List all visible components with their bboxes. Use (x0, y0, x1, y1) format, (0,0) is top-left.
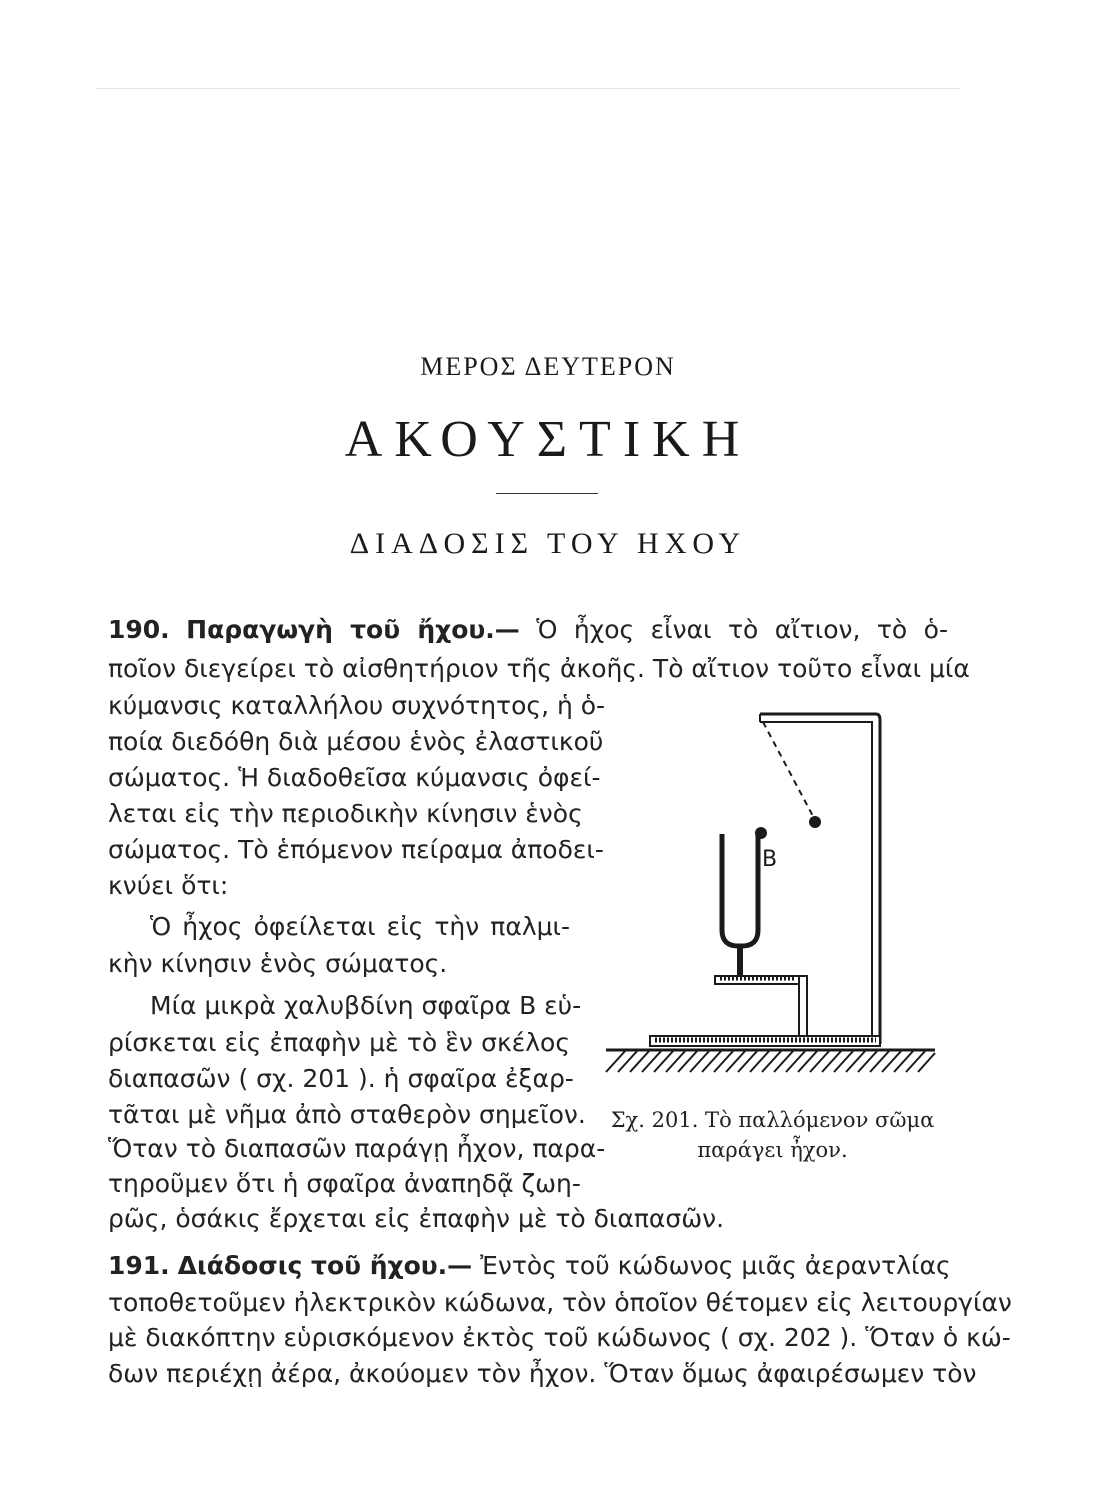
figure-caption: Σχ. 201. Τὸ παλλόμενον σῶμα (610, 1108, 935, 1132)
paragraph-line: σώματος. Ἡ διαδοθεῖσα κύμανσις ὀφεί- (108, 763, 601, 792)
paragraph-line: ρῶς, ὁσάκις ἔρχεται εἰς ἐπαφὴν μὲ τὸ διαπασῶν. (108, 1204, 725, 1233)
section-heading: Παραγωγὴ τοῦ ἤχου.— (186, 615, 520, 644)
part-heading: ΜΕΡΟΣ ΔΕΥΤΕΡΟΝ (420, 352, 676, 381)
paragraph-line: μὲ διακόπτην εὑρισκόμενον ἐκτὸς τοῦ κώδωνος ( σχ. 202 ). Ὅταν ὁ κώ- (108, 1323, 1011, 1352)
paragraph-line: ποία διεδόθη διὰ μέσου ἑνὸς ἐλαστικοῦ (108, 727, 604, 756)
section-190-first-line (108, 617, 948, 642)
tuning-fork-tines (722, 834, 758, 946)
paragraph-line: κύμανσις καταλλήλου συχνότητος, ἡ ὁ- (108, 691, 606, 720)
paragraph-line: τᾶται μὲ νῆμα ἀπὸ σταθερὸν σημεῖον. (108, 1100, 586, 1129)
paragraph-line: δων περιέχῃ ἀέρα, ἀκούομεν τὸν ἦχον. Ὅταν ὅμως ἀφαιρέσωμεν τὸν (108, 1359, 977, 1388)
section-191-first-line (108, 1251, 951, 1280)
page-title: ΑΚΟΥΣΤΙΚΗ (344, 411, 752, 468)
paragraph-line: τοποθετοῦμεν ἠλεκτρικὸν κώδωνα, τὸν ὁποῖον θέτομεν εἰς λειτουργίαν (108, 1288, 1012, 1317)
figure-caption-continued: παράγει ἦχον. (697, 1138, 848, 1162)
paragraph-line: Μία μικρὰ χαλυβδίνη σφαῖρα Β εὑ- (150, 991, 582, 1020)
paragraph-line: κνύει ὅτι: (108, 871, 229, 900)
support-frame (760, 714, 880, 1044)
section-number: 190. (108, 615, 170, 644)
paragraph-line: διαπασῶν ( σχ. 201 ). ἡ σφαῖρα ἐξαρ- (108, 1064, 574, 1093)
steel-ball-contact (755, 827, 767, 839)
paragraph-text: Ἐντὸς τοῦ κώδωνος μιᾶς ἀεραντλίας (480, 1251, 951, 1280)
ground-hatching (606, 1050, 935, 1072)
title-divider (496, 493, 598, 494)
paragraph-line: λεται εἰς τὴν περιοδικὴν κίνησιν ἑνὸς (108, 799, 583, 828)
paragraph-line: Ὅταν τὸ διαπασῶν παράγῃ ἦχον, παρα- (108, 1134, 606, 1163)
section-number: 191. (108, 1251, 170, 1280)
thread-line (763, 722, 815, 820)
paragraph-line: ποῖον διεγείρει τὸ αἰσθητήριον τῆς ἀκοῆς. Τὸ αἴτιον τοῦτο εἶναι μία (108, 654, 970, 683)
paragraph-line: τηροῦμεν ὅτι ἡ σφαῖρα ἀναπηδᾷ ζωη- (108, 1169, 581, 1198)
paragraph-line: σώματος. Τὸ ἑπόμενον πείραμα ἀποδει- (108, 835, 604, 864)
principle-line: Ὁ ἦχος ὀφείλεται εἰς τὴν παλμι- (150, 912, 570, 941)
tuning-fork-figure (600, 700, 945, 1085)
principle-line: κὴν κίνησιν ἑνὸς σώματος. (108, 949, 448, 978)
section-heading: Διάδοσις τοῦ ἤχου.— (177, 1251, 473, 1280)
ball-label: B (762, 847, 778, 872)
paragraph-text: Ὁ ἦχος εἶναι τὸ αἴτιον, τὸ ὁ- (536, 615, 948, 644)
steel-ball-swing (809, 816, 821, 828)
chapter-heading: ΔΙΑΔΟΣΙΣ ΤΟΥ ΗΧΟΥ (349, 527, 747, 560)
bleed-through-rule (95, 88, 960, 89)
paragraph-line: ρίσκεται εἰς ἐπαφὴν μὲ τὸ ἓν σκέλος (108, 1028, 570, 1057)
